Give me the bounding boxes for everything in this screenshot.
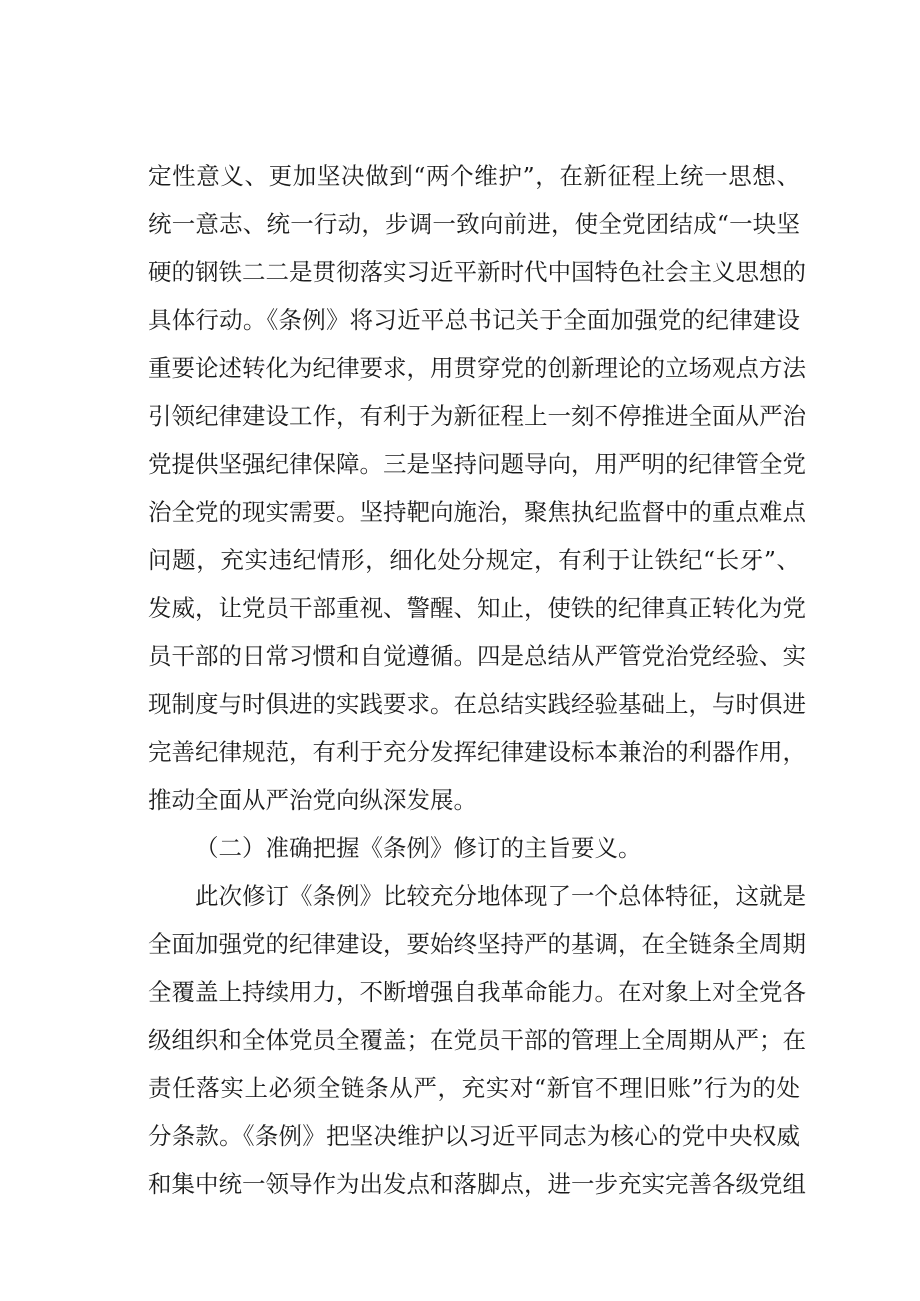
paragraph-line: 党提供坚强纪律保障。三是坚持问题导向，用严明的纪律管全党 [148, 450, 806, 478]
paragraph-line: 责任落实上必须全链条从严，充实对“新官不理旧账”行为的处 [148, 1074, 800, 1102]
paragraph-line: 问题，充实违纪情形，细化处分规定，有利于让铁纪“长牙”、 [148, 546, 800, 574]
paragraph-line: 此次修订《条例》比较充分地体现了一个总体特征，这就是 [195, 882, 806, 910]
paragraph-line: 硬的钢铁二二是贯彻落实习近平新时代中国特色社会主义思想的 [148, 258, 806, 286]
paragraph-line: 重要论述转化为纪律要求，用贯穿党的创新理论的立场观点方法 [148, 354, 806, 382]
paragraph-line: 员干部的日常习惯和自觉遵循。四是总结从严管党治党经验、实 [148, 642, 806, 670]
paragraph-line: 级组织和全体党员全覆盖；在党员干部的管理上全周期从严；在 [148, 1026, 806, 1054]
paragraph-line: 现制度与时俱进的实践要求。在总结实践经验基础上，与时俱进 [148, 690, 806, 718]
section-heading: （二）准确把握《条例》修订的主旨要义。 [195, 834, 642, 862]
paragraph-line: 具体行动。《条例》将习近平总书记关于全面加强党的纪律建设 [148, 306, 800, 334]
paragraph-line: 统一意志、统一行动，步调一致向前进，使全党团结成“一块坚 [148, 210, 800, 238]
paragraph-line: 引领纪律建设工作，有利于为新征程上一刻不停推进全面从严治 [148, 402, 806, 430]
paragraph-line: 分条款。《条例》把坚决维护以习近平同志为核心的党中央权威 [148, 1122, 800, 1150]
paragraph-line: 发威，让党员干部重视、警醒、知止，使铁的纪律真正转化为党 [148, 594, 806, 622]
paragraph-line: 推动全面从严治党向纵深发展。 [148, 786, 477, 814]
paragraph-line: 治全党的现实需要。坚持靶向施治，聚焦执纪监督中的重点难点 [148, 498, 806, 526]
paragraph-line: 全覆盖上持续用力，不断增强自我革命能力。在对象上对全党各 [148, 978, 806, 1006]
paragraph-line: 定性意义、更加坚决做到“两个维护”，在新征程上统一思想、 [148, 162, 800, 190]
paragraph-line: 和集中统一领导作为出发点和落脚点，进一步充实完善各级党组 [148, 1170, 806, 1198]
paragraph-line: 全面加强党的纪律建设，要始终坚持严的基调，在全链条全周期 [148, 930, 806, 958]
paragraph-line: 完善纪律规范，有利于充分发挥纪律建设标本兼治的利器作用， [148, 738, 806, 766]
